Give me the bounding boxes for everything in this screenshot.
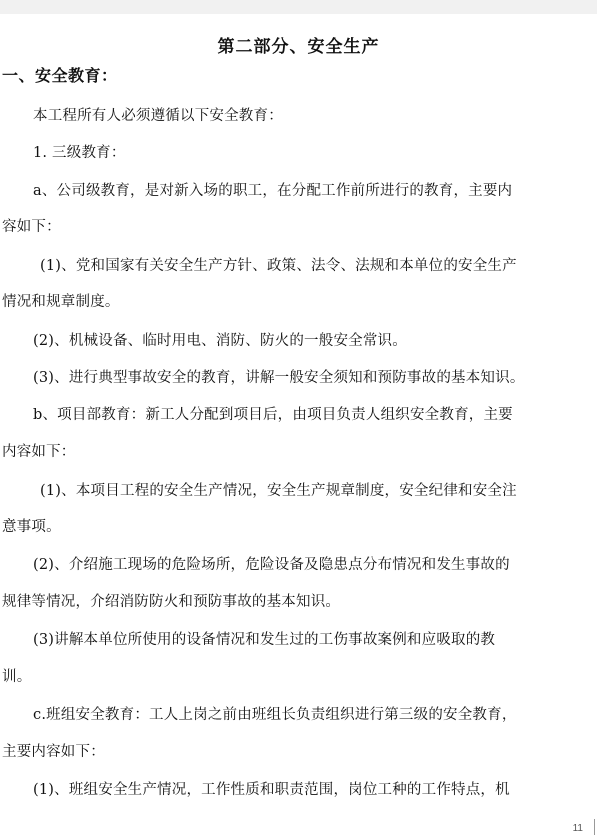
paragraph-line: 内容如下： [2, 444, 76, 460]
paragraph-line: a、公司级教育，是对新入场的职工，在分配工作前所进行的教育，主要内 [33, 183, 513, 199]
paragraph-line: 1. 三级教育： [33, 145, 126, 161]
page-corner-mark [594, 819, 595, 835]
page-number: 11 [572, 823, 583, 834]
paragraph-line: (1)、党和国家有关安全生产方针、政策、法令、法规和本单位的安全生产 [40, 258, 517, 274]
page-title: 第二部分、安全生产 [217, 37, 380, 57]
paragraph-line: b、项目部教育：新工人分配到项目后，由项目负责人组织安全教育，主要 [33, 407, 513, 423]
paragraph-line: (3)讲解本单位所使用的设备情况和发生过的工伤事故案例和应吸取的教 [33, 632, 496, 648]
paragraph-line: 本工程所有人必须遵循以下安全教育： [33, 108, 283, 124]
paragraph-line: (3)、进行典型事故安全的教育，讲解一般安全须知和预防事故的基本知识。 [33, 370, 525, 386]
paragraph-line: (1)、班组安全生产情况，工作性质和职责范围，岗位工种的工作特点，机 [33, 782, 510, 798]
paragraph-line: 规律等情况，介绍消防防火和预防事故的基本知识。 [2, 594, 341, 610]
paragraph-line: 主要内容如下： [2, 744, 105, 760]
paragraph-line: c.班组安全教育：工人上岗之前由班组长负责组织进行第三级的安全教育， [33, 707, 517, 723]
paragraph-line: (2)、介绍施工现场的危险场所，危险设备及隐患点分布情况和发生事故的 [33, 557, 510, 573]
window-top-strip [0, 0, 597, 14]
section-heading: 一、安全教育： [2, 66, 118, 85]
paragraph-line: 情况和规章制度。 [2, 294, 120, 310]
paragraph-line: 意事项。 [2, 519, 61, 535]
paragraph-line: (2)、机械设备、临时用电、消防、防火的一般安全常识。 [33, 333, 407, 349]
paragraph-line: (1)、本项目工程的安全生产情况，安全生产规章制度，安全纪律和安全注 [40, 483, 517, 499]
paragraph-line: 容如下： [2, 219, 61, 235]
paragraph-line: 训。 [2, 669, 32, 685]
